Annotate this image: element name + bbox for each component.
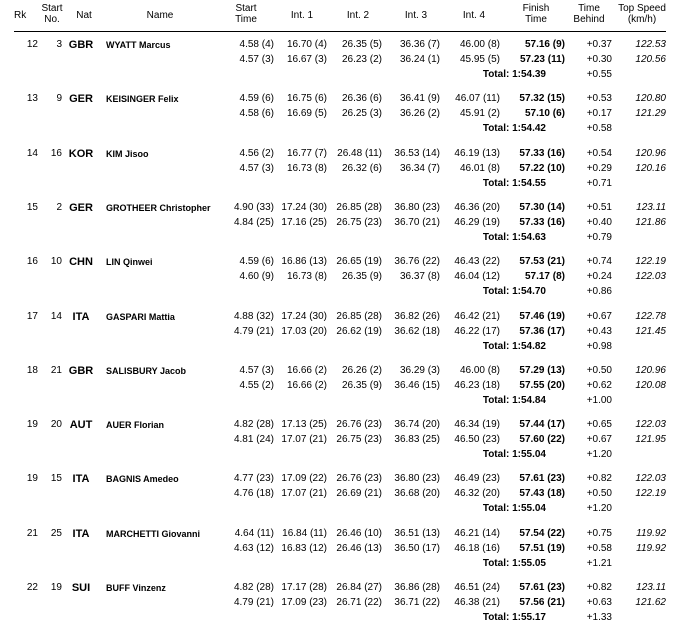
total-time-behind: +0.79	[586, 231, 612, 243]
run1-int3-time: 36.80 (23)	[394, 201, 440, 213]
run1-time-behind: +0.82	[586, 582, 612, 593]
run2-int4-time: 46.22 (17)	[454, 325, 500, 337]
run2-time-behind: +0.58	[586, 542, 612, 554]
header-start-time-line2: Time	[235, 14, 257, 25]
table-row	[0, 254, 680, 308]
run2-int1-time: 16.83 (12)	[281, 542, 327, 554]
total-time: Total: 1:55.04	[482, 449, 546, 461]
run1-top-speed: 120.80	[635, 93, 666, 105]
total-time-behind: +1.00	[586, 394, 612, 406]
header-int1: Int. 1	[290, 10, 314, 21]
nation-code: SUI	[71, 582, 91, 594]
run2-int2-time: 26.23 (2)	[341, 54, 382, 65]
run2-time-behind: +0.43	[586, 325, 612, 337]
athlete-name: KIM Jisoo	[106, 148, 149, 159]
run2-finish-time: 57.51 (19)	[519, 542, 565, 554]
header-top-speed-line1: Top Speed	[618, 3, 666, 14]
run1-finish-time: 57.54 (22)	[519, 527, 565, 539]
rank: 19	[26, 473, 38, 485]
header-behind-line1: Time	[578, 3, 600, 14]
table-row	[0, 146, 680, 200]
start-number: 2	[56, 201, 62, 213]
run1-int3-time: 36.82 (26)	[394, 310, 440, 322]
header-divider	[14, 31, 666, 32]
run2-start-time: 4.55 (2)	[239, 379, 274, 391]
athlete-name: GASPARI Mattia	[106, 311, 175, 322]
run2-top-speed: 122.03	[635, 271, 666, 283]
header-start-no-line1: Start	[41, 3, 63, 14]
run2-finish-time: 57.10 (6)	[524, 108, 565, 120]
run1-time-behind: +0.54	[586, 147, 612, 159]
run1-int1-time: 16.84 (11)	[282, 527, 327, 539]
run2-time-behind: +0.40	[586, 216, 612, 228]
athlete-name: BUFF Vinzenz	[106, 583, 166, 593]
header-name: Name	[146, 10, 174, 21]
run1-finish-time: 57.33 (16)	[519, 147, 565, 159]
athlete-name: LIN Qinwei	[106, 257, 153, 268]
run2-int2-time: 26.75 (23)	[336, 434, 382, 446]
run2-int4-time: 46.18 (16)	[454, 542, 500, 554]
run1-start-time: 4.90 (33)	[233, 201, 274, 213]
table-row	[0, 200, 680, 254]
run2-top-speed: 120.08	[635, 379, 666, 391]
run2-start-time: 4.58 (6)	[239, 108, 274, 120]
run1-int2-time: 26.84 (27)	[336, 582, 382, 593]
run2-start-time: 4.60 (9)	[239, 271, 274, 283]
run1-top-speed: 119.92	[636, 527, 666, 539]
header-finish-line2: Time	[525, 14, 547, 25]
run1-int3-time: 36.76 (22)	[394, 256, 440, 268]
start-number: 14	[50, 310, 62, 322]
run1-time-behind: +0.37	[586, 39, 612, 50]
athlete-name: SALISBURY Jacob	[106, 365, 187, 376]
run2-finish-time: 57.22 (10)	[519, 162, 565, 174]
run1-int3-time: 36.41 (9)	[399, 93, 440, 105]
run1-int4-time: 46.49 (23)	[454, 473, 500, 485]
run1-int2-time: 26.35 (5)	[341, 39, 382, 50]
total-time: Total: 1:54.70	[482, 286, 546, 298]
run2-int1-time: 16.67 (3)	[286, 54, 327, 65]
rank: 16	[26, 256, 38, 268]
run2-int1-time: 16.73 (8)	[286, 162, 327, 174]
nation-code: ITA	[72, 527, 90, 540]
run1-finish-time: 57.61 (23)	[519, 473, 565, 485]
run2-int2-time: 26.71 (22)	[336, 597, 382, 608]
run2-int3-time: 36.83 (25)	[394, 434, 440, 446]
results-table-header	[0, 0, 680, 30]
header-finish-line1: Finish	[522, 3, 550, 14]
run2-int2-time: 26.69 (21)	[336, 488, 382, 500]
run2-start-time: 4.79 (21)	[233, 325, 274, 337]
header-behind-line2: Behind	[573, 14, 605, 25]
run2-int3-time: 36.34 (7)	[399, 162, 440, 174]
athlete-name: GROTHEER Christopher	[106, 202, 211, 213]
run1-int4-time: 46.34 (19)	[454, 419, 500, 431]
total-time-behind: +0.86	[586, 286, 612, 298]
run1-time-behind: +0.67	[586, 310, 612, 322]
nation-code: GER	[69, 93, 93, 106]
run2-time-behind: +0.24	[586, 271, 612, 283]
run2-finish-time: 57.36 (17)	[519, 325, 565, 337]
run1-int3-time: 36.29 (3)	[399, 364, 440, 376]
run2-int1-time: 17.07 (21)	[281, 488, 327, 500]
run1-time-behind: +0.74	[586, 256, 612, 268]
run2-finish-time: 57.17 (8)	[524, 271, 565, 283]
run1-int4-time: 46.43 (22)	[454, 256, 500, 268]
rank: 15	[26, 201, 38, 213]
table-row	[0, 37, 680, 91]
athlete-name: KEISINGER Felix	[106, 94, 179, 105]
run1-int3-time: 36.53 (14)	[394, 147, 440, 159]
run1-time-behind: +0.82	[586, 473, 612, 485]
run2-start-time: 4.81 (24)	[233, 434, 274, 446]
table-row	[0, 526, 680, 580]
nation-code: GER	[69, 201, 93, 214]
nation-code: ITA	[72, 473, 90, 486]
run1-top-speed: 120.96	[635, 364, 666, 376]
rank: 14	[26, 147, 38, 159]
rank: 13	[26, 93, 38, 105]
run1-int2-time: 26.36 (6)	[341, 93, 382, 105]
athlete-name: AUER Florian	[106, 420, 165, 431]
run2-int3-time: 36.68 (20)	[394, 488, 440, 500]
run2-int1-time: 17.16 (25)	[281, 216, 327, 228]
run2-start-time: 4.57 (3)	[239, 54, 274, 65]
run1-int1-time: 17.24 (30)	[281, 310, 327, 322]
run2-time-behind: +0.30	[586, 54, 612, 65]
run2-top-speed: 121.86	[635, 216, 666, 228]
run2-int3-time: 36.50 (17)	[394, 542, 440, 554]
run2-int1-time: 17.09 (23)	[281, 597, 327, 608]
run1-finish-time: 57.61 (23)	[519, 582, 565, 593]
header-rank: Rk	[14, 10, 27, 21]
run2-time-behind: +0.67	[586, 434, 612, 446]
run1-start-time: 4.59 (6)	[239, 256, 274, 268]
start-number: 20	[50, 419, 62, 431]
run1-time-behind: +0.65	[586, 419, 612, 431]
start-number: 10	[50, 256, 62, 268]
run1-top-speed: 122.19	[635, 256, 666, 268]
run2-int3-time: 36.62 (18)	[394, 325, 440, 337]
run1-start-time: 4.88 (32)	[233, 310, 274, 322]
run2-int4-time: 46.01 (8)	[459, 162, 500, 174]
start-number: 16	[50, 147, 62, 159]
run2-int2-time: 26.35 (9)	[341, 271, 382, 283]
athlete-name: BAGNIS Amedeo	[106, 474, 179, 485]
total-time: Total: 1:55.05	[482, 557, 546, 569]
run2-time-behind: +0.17	[586, 108, 612, 120]
run1-start-time: 4.82 (28)	[233, 582, 274, 593]
run2-int2-time: 26.62 (19)	[336, 325, 382, 337]
run1-int1-time: 17.13 (25)	[281, 419, 327, 431]
run2-int1-time: 17.07 (21)	[281, 434, 327, 446]
run1-int2-time: 26.48 (11)	[337, 147, 382, 159]
run2-int4-time: 46.32 (20)	[454, 488, 500, 500]
header-start-no-line2: No.	[44, 14, 60, 25]
header-int4: Int. 4	[462, 10, 486, 21]
start-number: 19	[50, 582, 62, 593]
rank: 18	[26, 364, 38, 376]
run2-start-time: 4.79 (21)	[233, 597, 274, 608]
header-nat: Nat	[76, 10, 92, 21]
total-time: Total: 1:55.04	[482, 503, 546, 515]
table-row	[0, 91, 680, 145]
run2-start-time: 4.57 (3)	[239, 162, 274, 174]
run2-top-speed: 121.62	[635, 597, 666, 608]
run2-top-speed: 121.95	[635, 434, 666, 446]
run2-top-speed: 121.45	[635, 325, 666, 337]
run1-int2-time: 26.26 (2)	[341, 364, 382, 376]
total-time-behind: +1.21	[586, 557, 612, 569]
run1-int3-time: 36.80 (23)	[394, 473, 440, 485]
run2-int3-time: 36.37 (8)	[399, 271, 440, 283]
run2-time-behind: +0.62	[586, 379, 612, 391]
run2-start-time: 4.76 (18)	[233, 488, 274, 500]
total-time-behind: +1.20	[586, 503, 612, 515]
table-row	[0, 471, 680, 525]
total-time: Total: 1:54.39	[482, 69, 546, 80]
run1-int4-time: 46.19 (13)	[454, 147, 500, 159]
total-time-behind: +1.33	[586, 612, 612, 623]
run1-int3-time: 36.36 (7)	[399, 39, 440, 50]
total-time-behind: +0.71	[586, 177, 612, 189]
run2-int3-time: 36.26 (2)	[399, 108, 440, 120]
header-int3: Int. 3	[404, 10, 428, 21]
total-time: Total: 1:55.17	[482, 612, 546, 623]
total-time: Total: 1:54.55	[482, 177, 546, 189]
run1-int4-time: 46.36 (20)	[454, 201, 500, 213]
table-row	[0, 309, 680, 363]
run1-top-speed: 122.03	[635, 473, 666, 485]
nation-code: ITA	[72, 310, 90, 323]
run1-finish-time: 57.46 (19)	[519, 310, 565, 322]
run2-int4-time: 45.91 (2)	[459, 108, 500, 120]
run1-int2-time: 26.65 (19)	[336, 256, 382, 268]
athlete-name: WYATT Marcus	[106, 40, 171, 50]
run1-start-time: 4.57 (3)	[239, 364, 274, 376]
run1-top-speed: 122.03	[635, 419, 666, 431]
run1-int4-time: 46.07 (11)	[455, 93, 500, 105]
run1-int1-time: 16.75 (6)	[286, 93, 327, 105]
rank: 12	[26, 39, 38, 50]
table-row	[0, 417, 680, 471]
run1-finish-time: 57.44 (17)	[519, 419, 565, 431]
run1-finish-time: 57.30 (14)	[519, 201, 565, 213]
total-time: Total: 1:54.42	[482, 123, 546, 135]
nation-code: GBR	[68, 39, 94, 51]
run2-top-speed: 119.92	[636, 542, 666, 554]
run1-finish-time: 57.32 (15)	[519, 93, 565, 105]
run1-top-speed: 122.53	[635, 39, 666, 50]
start-number: 9	[56, 93, 62, 105]
run2-top-speed: 121.29	[635, 108, 666, 120]
run2-start-time: 4.84 (25)	[233, 216, 274, 228]
total-time-behind: +0.55	[586, 69, 612, 80]
run2-int1-time: 17.03 (20)	[281, 325, 327, 337]
run1-int4-time: 46.51 (24)	[454, 582, 500, 593]
run1-start-time: 4.58 (4)	[239, 39, 274, 50]
run1-top-speed: 123.11	[636, 201, 666, 213]
run1-int2-time: 26.76 (23)	[336, 419, 382, 431]
table-row	[0, 580, 680, 634]
run1-int1-time: 17.17 (28)	[281, 582, 327, 593]
total-time: Total: 1:54.84	[482, 394, 546, 406]
run1-int1-time: 16.66 (2)	[286, 364, 327, 376]
run2-finish-time: 57.60 (22)	[519, 434, 565, 446]
run2-top-speed: 122.19	[635, 488, 666, 500]
run1-int2-time: 26.46 (10)	[336, 527, 382, 539]
run1-int1-time: 17.24 (30)	[281, 201, 327, 213]
athlete-name: MARCHETTI Giovanni	[106, 528, 200, 539]
start-number: 15	[50, 473, 62, 485]
run2-int2-time: 26.25 (3)	[341, 108, 382, 120]
nation-code: GBR	[68, 364, 94, 377]
total-time-behind: +0.98	[586, 340, 612, 352]
run1-top-speed: 122.78	[635, 310, 666, 322]
run2-int1-time: 16.73 (8)	[286, 271, 327, 283]
run1-time-behind: +0.50	[586, 364, 612, 376]
rank: 17	[26, 310, 38, 322]
run2-int3-time: 36.46 (15)	[394, 379, 440, 391]
total-time: Total: 1:54.63	[482, 231, 546, 243]
run2-top-speed: 120.56	[635, 54, 666, 65]
run2-top-speed: 120.16	[635, 162, 666, 174]
run1-int2-time: 26.85 (28)	[336, 201, 382, 213]
run1-start-time: 4.77 (23)	[233, 473, 274, 485]
run2-int4-time: 46.38 (21)	[454, 597, 500, 608]
run2-start-time: 4.63 (12)	[233, 542, 274, 554]
run1-int1-time: 16.77 (7)	[286, 147, 327, 159]
table-row	[0, 363, 680, 417]
run2-finish-time: 57.33 (16)	[519, 216, 565, 228]
run1-int3-time: 36.51 (13)	[394, 527, 440, 539]
run1-int1-time: 16.86 (13)	[281, 256, 327, 268]
run2-time-behind: +0.29	[586, 162, 612, 174]
nation-code: AUT	[69, 419, 93, 432]
rank: 22	[26, 582, 38, 593]
run1-int2-time: 26.85 (28)	[336, 310, 382, 322]
run2-int4-time: 46.29 (19)	[454, 216, 500, 228]
run2-int1-time: 16.66 (2)	[286, 379, 327, 391]
run1-time-behind: +0.75	[586, 527, 612, 539]
header-top-speed-line2: (km/h)	[627, 14, 657, 25]
run1-top-speed: 123.11	[636, 582, 666, 593]
run1-finish-time: 57.53 (21)	[519, 256, 565, 268]
run2-int2-time: 26.46 (13)	[336, 542, 382, 554]
run2-finish-time: 57.43 (18)	[519, 488, 565, 500]
run2-int4-time: 45.95 (5)	[459, 54, 500, 65]
run1-top-speed: 120.96	[635, 147, 666, 159]
run2-int2-time: 26.35 (9)	[341, 379, 382, 391]
total-time: Total: 1:54.82	[482, 340, 546, 352]
run2-finish-time: 57.23 (11)	[519, 54, 565, 65]
run2-int4-time: 46.23 (18)	[454, 379, 500, 391]
run2-int2-time: 26.75 (23)	[336, 216, 382, 228]
rank: 21	[26, 527, 38, 539]
total-time-behind: +1.20	[586, 449, 612, 461]
run1-int3-time: 36.74 (20)	[394, 419, 440, 431]
run1-int4-time: 46.00 (8)	[459, 364, 500, 376]
run1-int4-time: 46.21 (14)	[454, 527, 500, 539]
nation-code: CHN	[69, 256, 93, 269]
start-number: 3	[56, 39, 62, 50]
run2-int2-time: 26.32 (6)	[341, 162, 382, 174]
run1-time-behind: +0.51	[586, 201, 612, 213]
run1-int1-time: 16.70 (4)	[286, 39, 327, 50]
run1-int4-time: 46.00 (8)	[459, 39, 500, 50]
run2-int3-time: 36.71 (22)	[394, 597, 440, 608]
run2-int4-time: 46.04 (12)	[454, 271, 500, 283]
run1-start-time: 4.56 (2)	[239, 147, 274, 159]
start-number: 25	[50, 527, 62, 539]
run1-finish-time: 57.29 (13)	[519, 364, 565, 376]
run1-start-time: 4.82 (28)	[233, 419, 274, 431]
header-start-time-line1: Start	[235, 3, 257, 14]
run2-int1-time: 16.69 (5)	[286, 108, 327, 120]
run1-start-time: 4.59 (6)	[239, 93, 274, 105]
run2-int3-time: 36.70 (21)	[394, 216, 440, 228]
run2-finish-time: 57.56 (21)	[519, 597, 565, 608]
run2-int4-time: 46.50 (23)	[454, 434, 500, 446]
run2-finish-time: 57.55 (20)	[519, 379, 565, 391]
run1-finish-time: 57.16 (9)	[524, 39, 565, 50]
run1-int1-time: 17.09 (22)	[281, 473, 327, 485]
run1-start-time: 4.64 (11)	[234, 527, 274, 539]
run2-int3-time: 36.24 (1)	[399, 54, 440, 65]
run2-time-behind: +0.50	[586, 488, 612, 500]
header-int2: Int. 2	[346, 10, 370, 21]
run1-time-behind: +0.53	[586, 93, 612, 105]
start-number: 21	[50, 364, 62, 376]
run2-time-behind: +0.63	[586, 597, 612, 608]
run1-int4-time: 46.42 (21)	[454, 310, 500, 322]
run1-int2-time: 26.76 (23)	[336, 473, 382, 485]
run1-int3-time: 36.86 (28)	[394, 582, 440, 593]
nation-code: KOR	[68, 147, 94, 160]
total-time-behind: +0.58	[586, 123, 612, 135]
rank: 19	[26, 419, 38, 431]
